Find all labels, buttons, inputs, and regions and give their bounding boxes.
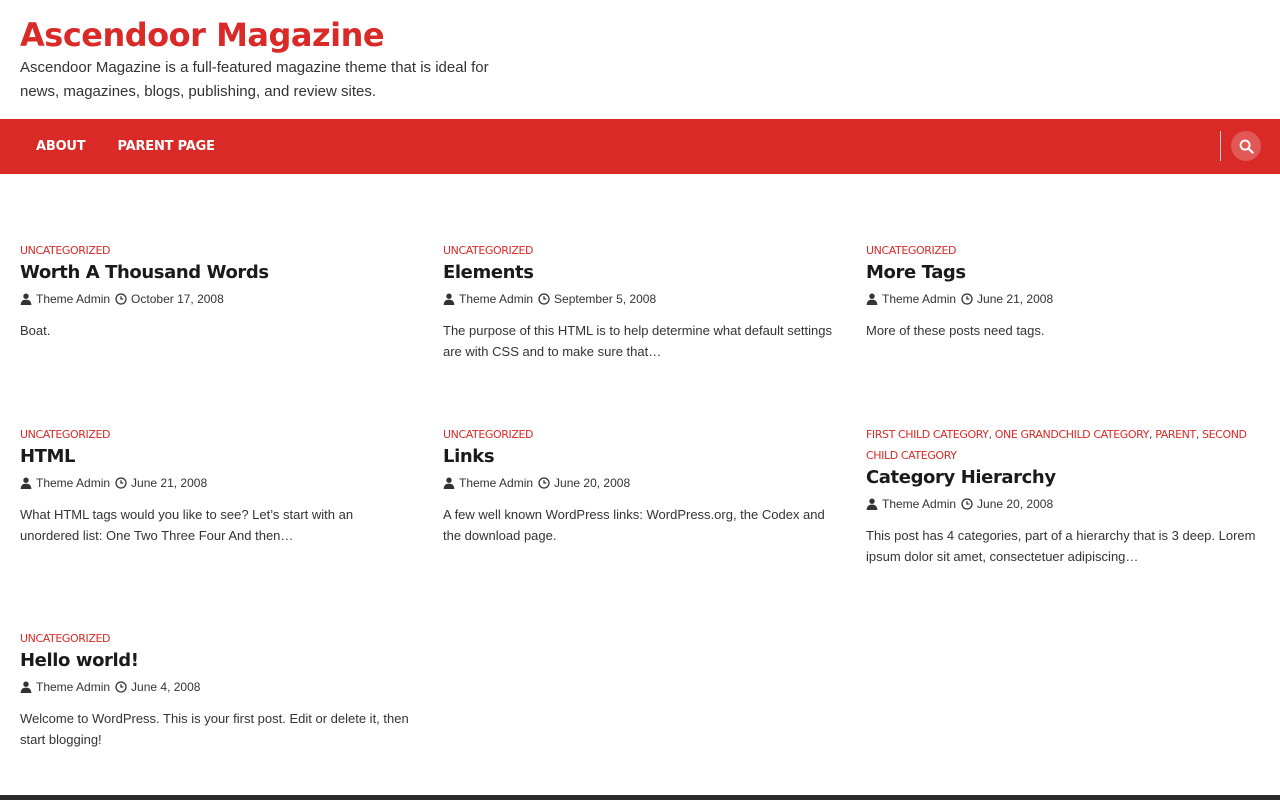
- category-link[interactable]: UNCATEGORIZED: [443, 428, 534, 441]
- post-excerpt: A few well known WordPress links: WordPress.org, the Codex and the download page.: [443, 507, 825, 543]
- post-title[interactable]: Category Hierarchy: [866, 467, 1056, 488]
- post-categories: [443, 424, 838, 445]
- site-title[interactable]: Ascendoor Magazine: [20, 16, 385, 54]
- post-meta: [20, 291, 415, 307]
- user-icon: [443, 477, 455, 489]
- post-card: [20, 424, 415, 546]
- date-text: June 4, 2008: [131, 680, 201, 694]
- category-link[interactable]: UNCATEGORIZED: [443, 244, 534, 257]
- footer-bar: [0, 795, 1280, 800]
- category-separator: ,: [1149, 428, 1156, 441]
- author-name: Theme Admin: [882, 497, 957, 511]
- post-categories: [866, 424, 1261, 466]
- user-icon: [866, 293, 878, 305]
- category-link[interactable]: UNCATEGORIZED: [866, 244, 957, 257]
- post-excerpt: What HTML tags would you like to see? Let’s start with an unordered list: One Two Three Four And then…: [20, 507, 354, 543]
- post-date[interactable]: [115, 292, 224, 306]
- post-card: [20, 628, 415, 750]
- date-text: September 5, 2008: [554, 292, 657, 306]
- post-author[interactable]: [866, 292, 956, 306]
- post-excerpt: More of these posts need tags.: [866, 323, 1045, 338]
- clock-icon: [961, 293, 973, 305]
- post-excerpt: The purpose of this HTML is to help determine what default settings are with CSS and to make sure that…: [443, 323, 832, 359]
- category-link[interactable]: FIRST CHILD CATEGORY: [866, 428, 989, 441]
- user-icon: [20, 681, 32, 693]
- post-author[interactable]: [20, 680, 110, 694]
- user-icon: [20, 293, 32, 305]
- post-card: [20, 240, 415, 341]
- post-date[interactable]: [538, 476, 630, 490]
- post-title[interactable]: Elements: [443, 262, 534, 283]
- post-card: [443, 240, 838, 362]
- category-link[interactable]: SECOND CHILD CATEGORY: [866, 428, 1247, 462]
- search-button[interactable]: [1231, 131, 1261, 161]
- post-meta: [20, 475, 415, 491]
- category-separator: ,: [988, 428, 995, 441]
- post-title[interactable]: Links: [443, 446, 495, 467]
- clock-icon: [115, 477, 127, 489]
- author-name: Theme Admin: [882, 292, 957, 306]
- category-link[interactable]: UNCATEGORIZED: [20, 244, 111, 257]
- post-card: [866, 240, 1261, 341]
- nav-item-about[interactable]: ABOUT: [36, 139, 86, 154]
- search-icon: [1239, 139, 1254, 154]
- post-title[interactable]: More Tags: [866, 262, 966, 283]
- post-author[interactable]: [20, 476, 110, 490]
- post-categories: [866, 240, 1261, 261]
- post-author[interactable]: [443, 292, 533, 306]
- nav-item-parent-page[interactable]: PARENT PAGE: [117, 139, 215, 154]
- post-title[interactable]: Hello world!: [20, 650, 139, 671]
- post-meta: [866, 291, 1261, 307]
- post-categories: [20, 628, 415, 649]
- clock-icon: [538, 293, 550, 305]
- post-excerpt: This post has 4 categories, part of a hierarchy that is 3 deep. Lorem ipsum dolor sit amet, consectetuer adipiscing…: [866, 528, 1256, 564]
- user-icon: [443, 293, 455, 305]
- post-card: [443, 424, 838, 546]
- post-author[interactable]: [866, 497, 956, 511]
- post-date[interactable]: [115, 476, 207, 490]
- user-icon: [20, 477, 32, 489]
- post-meta: [866, 496, 1261, 512]
- post-card: [866, 424, 1261, 567]
- post-date[interactable]: [538, 292, 656, 306]
- clock-icon: [115, 681, 127, 693]
- main-navigation: [0, 119, 1280, 174]
- clock-icon: [961, 498, 973, 510]
- category-link[interactable]: PARENT: [1155, 428, 1196, 441]
- post-meta: [20, 679, 415, 695]
- date-text: June 20, 2008: [977, 497, 1054, 511]
- clock-icon: [538, 477, 550, 489]
- date-text: June 21, 2008: [131, 476, 208, 490]
- post-author[interactable]: [20, 292, 110, 306]
- author-name: Theme Admin: [36, 476, 111, 490]
- post-meta: [443, 475, 838, 491]
- user-icon: [866, 498, 878, 510]
- post-date[interactable]: [961, 497, 1053, 511]
- post-title[interactable]: Worth A Thousand Words: [20, 262, 269, 283]
- site-description: Ascendoor Magazine is a full-featured magazine theme that is ideal for news, magazines, blogs, publishing, and review sites.: [20, 59, 489, 100]
- post-date[interactable]: [961, 292, 1053, 306]
- author-name: Theme Admin: [36, 680, 111, 694]
- category-separator: ,: [1195, 428, 1203, 441]
- post-excerpt: Boat.: [20, 323, 51, 338]
- clock-icon: [115, 293, 127, 305]
- category-link[interactable]: UNCATEGORIZED: [20, 428, 111, 441]
- post-categories: [443, 240, 838, 261]
- nav-menu: [20, 119, 231, 174]
- author-name: Theme Admin: [459, 476, 534, 490]
- post-categories: [20, 424, 415, 445]
- post-author[interactable]: [443, 476, 533, 490]
- post-categories: [20, 240, 415, 261]
- post-date[interactable]: [115, 680, 200, 694]
- post-meta: [443, 291, 838, 307]
- nav-divider: [1220, 131, 1221, 161]
- post-excerpt: Welcome to WordPress. This is your first post. Edit or delete it, then start blogging!: [20, 711, 409, 747]
- date-text: June 20, 2008: [554, 476, 631, 490]
- post-title[interactable]: HTML: [20, 446, 76, 467]
- site-header: [0, 0, 1280, 119]
- author-name: Theme Admin: [36, 292, 111, 306]
- author-name: Theme Admin: [459, 292, 534, 306]
- date-text: October 17, 2008: [131, 292, 224, 306]
- category-link[interactable]: UNCATEGORIZED: [20, 632, 111, 645]
- category-link[interactable]: ONE GRANDCHILD CATEGORY: [994, 428, 1150, 441]
- date-text: June 21, 2008: [977, 292, 1054, 306]
